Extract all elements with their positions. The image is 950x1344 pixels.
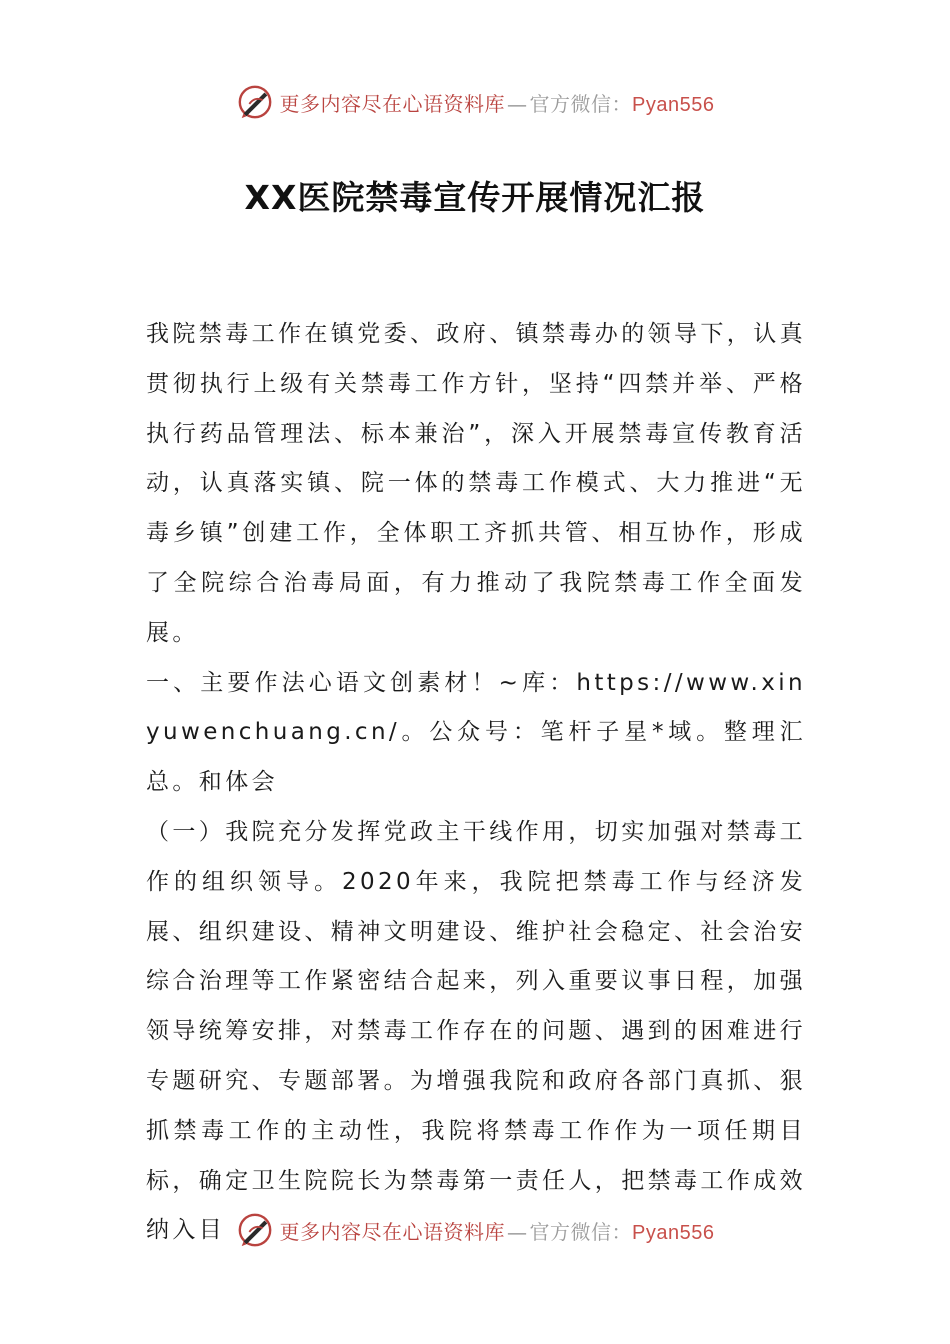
- paragraph-section-heading: 一、主要作法心语文创素材！~库：https://www.xinyuwenchuang.cn/。公众号：笔杆子星*域。整理汇总。和体会: [146, 669, 806, 796]
- watermark-dash: —: [507, 91, 528, 116]
- header-watermark: [0, 80, 950, 124]
- footer-watermark: [0, 1208, 950, 1252]
- paragraph-section-one: （一）我院充分发挥党政主干线作用，切实加强对禁毒工作的组织领导。2020年来，我院把禁毒工作与经济发展、组织建设、精神文明建设、维护社会稳定、社会治安综合治理等工作紧密结合起来，列入重要议事日程，加强领导统筹安排，对禁毒工作存在的问题、遇到的困难进行专题研究、专题部署。为增强我院和政府各部门真抓、狠抓禁毒工作的主动性，我院将禁毒工作作为一项任期目标，确定卫生院院长为禁毒第一责任人，把禁毒工作成效纳入目: [146, 818, 806, 1244]
- pen-logo-icon: [236, 1211, 274, 1249]
- watermark-main-text: 更多内容尽在心语资料库: [279, 1219, 506, 1244]
- watermark-official-label: 官方微信：: [529, 1219, 633, 1244]
- paragraph-intro: 我院禁毒工作在镇党委、政府、镇禁毒办的领导下，认真贯彻执行上级有关禁毒工作方针，坚持“四禁并举、严格执行药品管理法、标本兼治”，深入开展禁毒宣传教育活动，认真落实镇、院一体的禁毒工作模式、大力推进“无毒乡镇”创建工作，全体职工齐抓共管、相互协作，形成了全院综合治毒局面，有力推动了我院禁毒工作全面发展。: [146, 321, 806, 646]
- document-body: [146, 310, 806, 1256]
- pen-logo-icon: [236, 83, 274, 121]
- watermark-official-label: 官方微信：: [529, 91, 633, 116]
- watermark-dash: —: [507, 1219, 528, 1244]
- watermark-main-text: 更多内容尽在心语资料库: [279, 91, 506, 116]
- document-title: XX医院禁毒宣传开展情况汇报: [244, 178, 706, 217]
- watermark-wechat-id: Pyan556: [632, 93, 715, 116]
- watermark-wechat-id: Pyan556: [632, 1221, 715, 1244]
